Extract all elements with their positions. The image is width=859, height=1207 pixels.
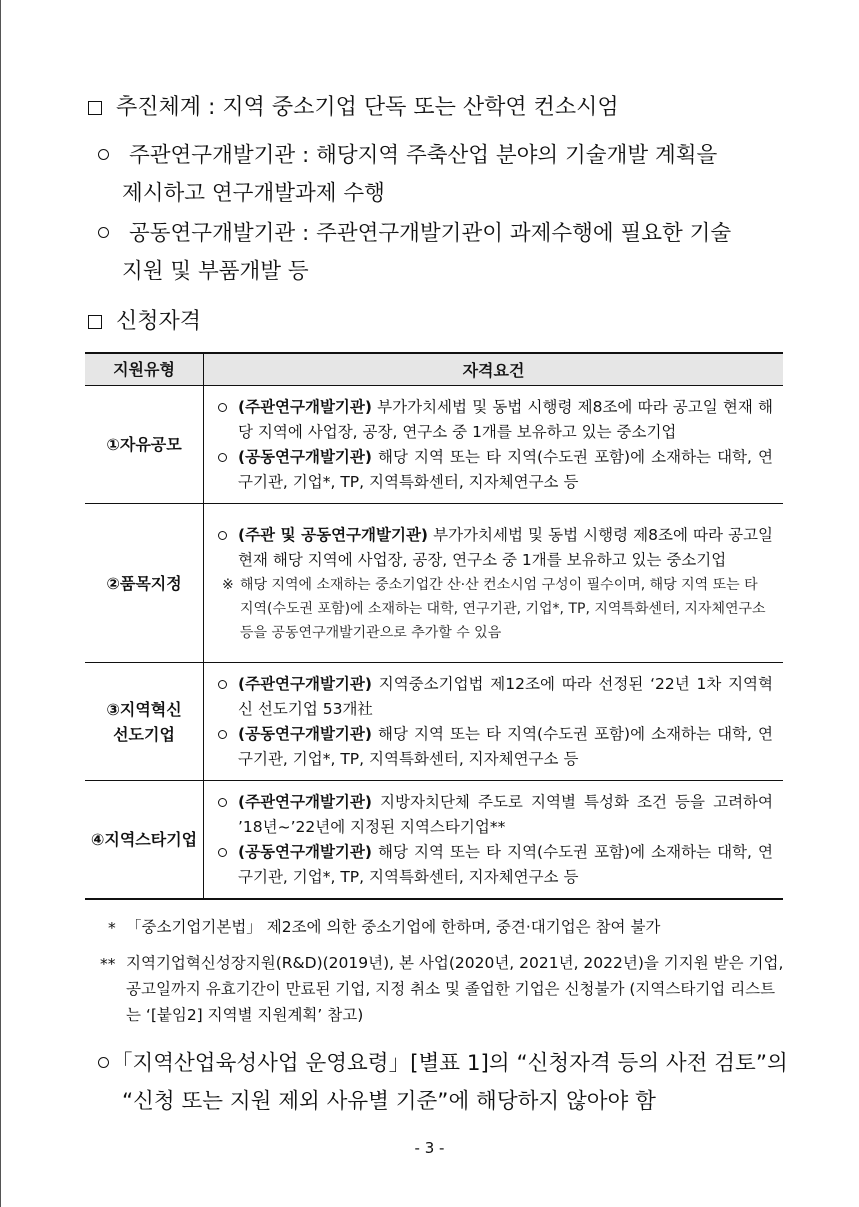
item-text: 부가가치세법 및 동법 시행령 제8조에 따라 공고일 현재 해당 지역에 사업장, 공장, 연구소 중 1개를 보유하고 있는 중소기업 xyxy=(238,398,773,441)
item-text: 해당 지역 또는 타 지역(수도권 포함)에 소재하는 대학, 연구기관, 기업*, TP, 지역특화센터, 지자체연구소 등 xyxy=(238,843,773,886)
circle-bullet-icon xyxy=(218,531,227,540)
circle-bullet-icon xyxy=(218,848,227,857)
row-requirements-cell xyxy=(204,504,784,663)
item-label: (주관 및 공동연구개발기관) xyxy=(238,525,429,544)
circle-bullet-icon xyxy=(218,403,227,412)
row-requirements-cell xyxy=(204,781,784,900)
row-type-cell: ①자유공모 xyxy=(85,386,204,504)
bullet-joint-institution xyxy=(98,215,798,291)
requirement-item xyxy=(216,790,773,840)
bullet-text-line1: 공동연구개발기관 : 주관연구개발기관이 과제수행에 필요한 기술 xyxy=(129,221,732,246)
final-bullet-line1: 「지역산업육성사업 운영요령」[별표 1]의 “신청자격 등의 사전 검토”의 xyxy=(111,1051,788,1076)
header-support-type: 지원유형 xyxy=(85,353,204,386)
item-text: 해당 지역 또는 타 지역(수도권 포함)에 소재하는 대학, 연구기관, 기업*, TP, 지역특화센터, 지자체연구소 등 xyxy=(238,725,773,768)
bullet-text-line1: 주관연구개발기관 : 해당지역 주축산업 분야의 기술개발 계획을 xyxy=(129,143,718,168)
item-text: 지방자치단체 주도로 지역별 특성화 조건 등을 고려하여 ’18년~’22년에 지정된 지역스타기업** xyxy=(238,793,773,836)
footnote-text: 지역기업혁신성장지원(R&D)(2019년), 본 사업(2020년, 2021년, 2022년)을 기지원 받은 기업, 공고일까지 유효기간이 만료된 기업, 지정 취소 및 졸업한 기업은 신청불가 (지역스타기업 리스트는 ‘[붙임2] 지역별 지원계획’ 참고) xyxy=(126,954,784,1024)
footnote-single-star xyxy=(100,914,786,940)
circle-bullet-icon xyxy=(218,680,227,689)
item-label: (공동연구개발기관) xyxy=(238,843,372,861)
section-heading-structure xyxy=(88,94,619,122)
row-requirements-cell xyxy=(204,386,784,504)
reference-note xyxy=(216,573,773,645)
circle-bullet-icon xyxy=(98,1057,109,1068)
item-label: (주관연구개발기관) xyxy=(238,793,372,811)
item-text: 지역중소기업법 제12조에 따라 선정된 ‘22년 1차 지역혁신 선도기업 53개社 xyxy=(238,675,773,718)
bullet-text-line2: 지원 및 부품개발 등 xyxy=(122,259,309,284)
section-heading-text: 신청자격 xyxy=(116,309,202,334)
item-text: 부가가치세법 및 동법 시행령 제8조에 따라 공고일 현재 해당 지역에 사업장, 공장, 연구소 중 1개를 보유하고 있는 중소기업 xyxy=(238,525,774,569)
circle-bullet-icon xyxy=(98,227,109,238)
circle-bullet-icon xyxy=(218,453,227,462)
item-label: (공동연구개발기관) xyxy=(238,448,372,466)
row-type-cell: ②품목지정 xyxy=(85,504,204,663)
section-heading-text: 추진체계 : 지역 중소기업 단독 또는 산학연 컨소시엄 xyxy=(116,95,619,120)
note-mark: ※ xyxy=(222,576,234,593)
footnotes xyxy=(100,914,786,1028)
table-row-regional-star xyxy=(85,781,783,900)
row-type-cell: ④지역스타기업 xyxy=(85,781,204,900)
table-row-free-open xyxy=(85,386,783,504)
final-bullet-line2: “신청 또는 지원 제외 사유별 기준”에 해당하지 않아야 함 xyxy=(122,1089,656,1114)
circle-bullet-icon xyxy=(98,149,109,160)
requirement-item xyxy=(216,722,773,772)
footnote-double-star xyxy=(100,950,786,1028)
footnote-mark: ** xyxy=(100,955,116,973)
row-requirements-cell xyxy=(204,663,784,781)
row-type-line1: ③지역혁신 xyxy=(106,699,182,719)
page-number: - 3 - xyxy=(414,1139,445,1157)
requirement-item xyxy=(216,840,773,890)
square-bullet-icon xyxy=(88,315,102,329)
section-heading-eligibility xyxy=(88,308,201,336)
final-bullet xyxy=(98,1045,798,1121)
item-text: 해당 지역 또는 타 지역(수도권 포함)에 소재하는 대학, 연구기관, 기업*, TP, 지역특화센터, 지자체연구소 등 xyxy=(238,448,773,491)
footnote-mark: * xyxy=(108,919,116,937)
bullet-lead-institution xyxy=(98,137,798,213)
row-type-line2: 선도기업 xyxy=(113,724,175,744)
requirement-item xyxy=(216,445,773,495)
item-label: (공동연구개발기관) xyxy=(238,725,372,743)
circle-bullet-icon xyxy=(218,730,227,739)
requirement-item xyxy=(216,523,773,573)
item-label: (주관연구개발기관) xyxy=(238,675,372,693)
header-requirements: 자격요건 xyxy=(204,353,784,386)
requirement-item xyxy=(216,672,773,722)
page-left-border xyxy=(0,0,1,1207)
table-row-regional-innovation xyxy=(85,663,783,781)
bullet-text-line2: 제시하고 연구개발과제 수행 xyxy=(122,181,385,206)
item-label: (주관연구개발기관) xyxy=(238,398,372,416)
table-header-row xyxy=(85,353,783,386)
footnote-text: 「중소기업기본법」 제2조에 의한 중소기업에 한하며, 중견·대기업은 참여 불가 xyxy=(126,918,661,936)
row-type-cell xyxy=(85,663,204,781)
note-text: 해당 지역에 소재하는 중소기업간 산·산 컨소시엄 구성이 필수이며, 해당 지역 또는 타 지역(수도권 포함)에 소재하는 대학, 연구기관, 기업*, TP, 지역특화센터, 지자체연구소 등을 공동연구개발기관으로 추가할 수 있음 xyxy=(240,576,766,641)
square-bullet-icon xyxy=(88,101,102,115)
requirement-item xyxy=(216,395,773,445)
table-row-item-designated xyxy=(85,504,783,663)
eligibility-table xyxy=(85,352,783,900)
circle-bullet-icon xyxy=(218,798,227,807)
